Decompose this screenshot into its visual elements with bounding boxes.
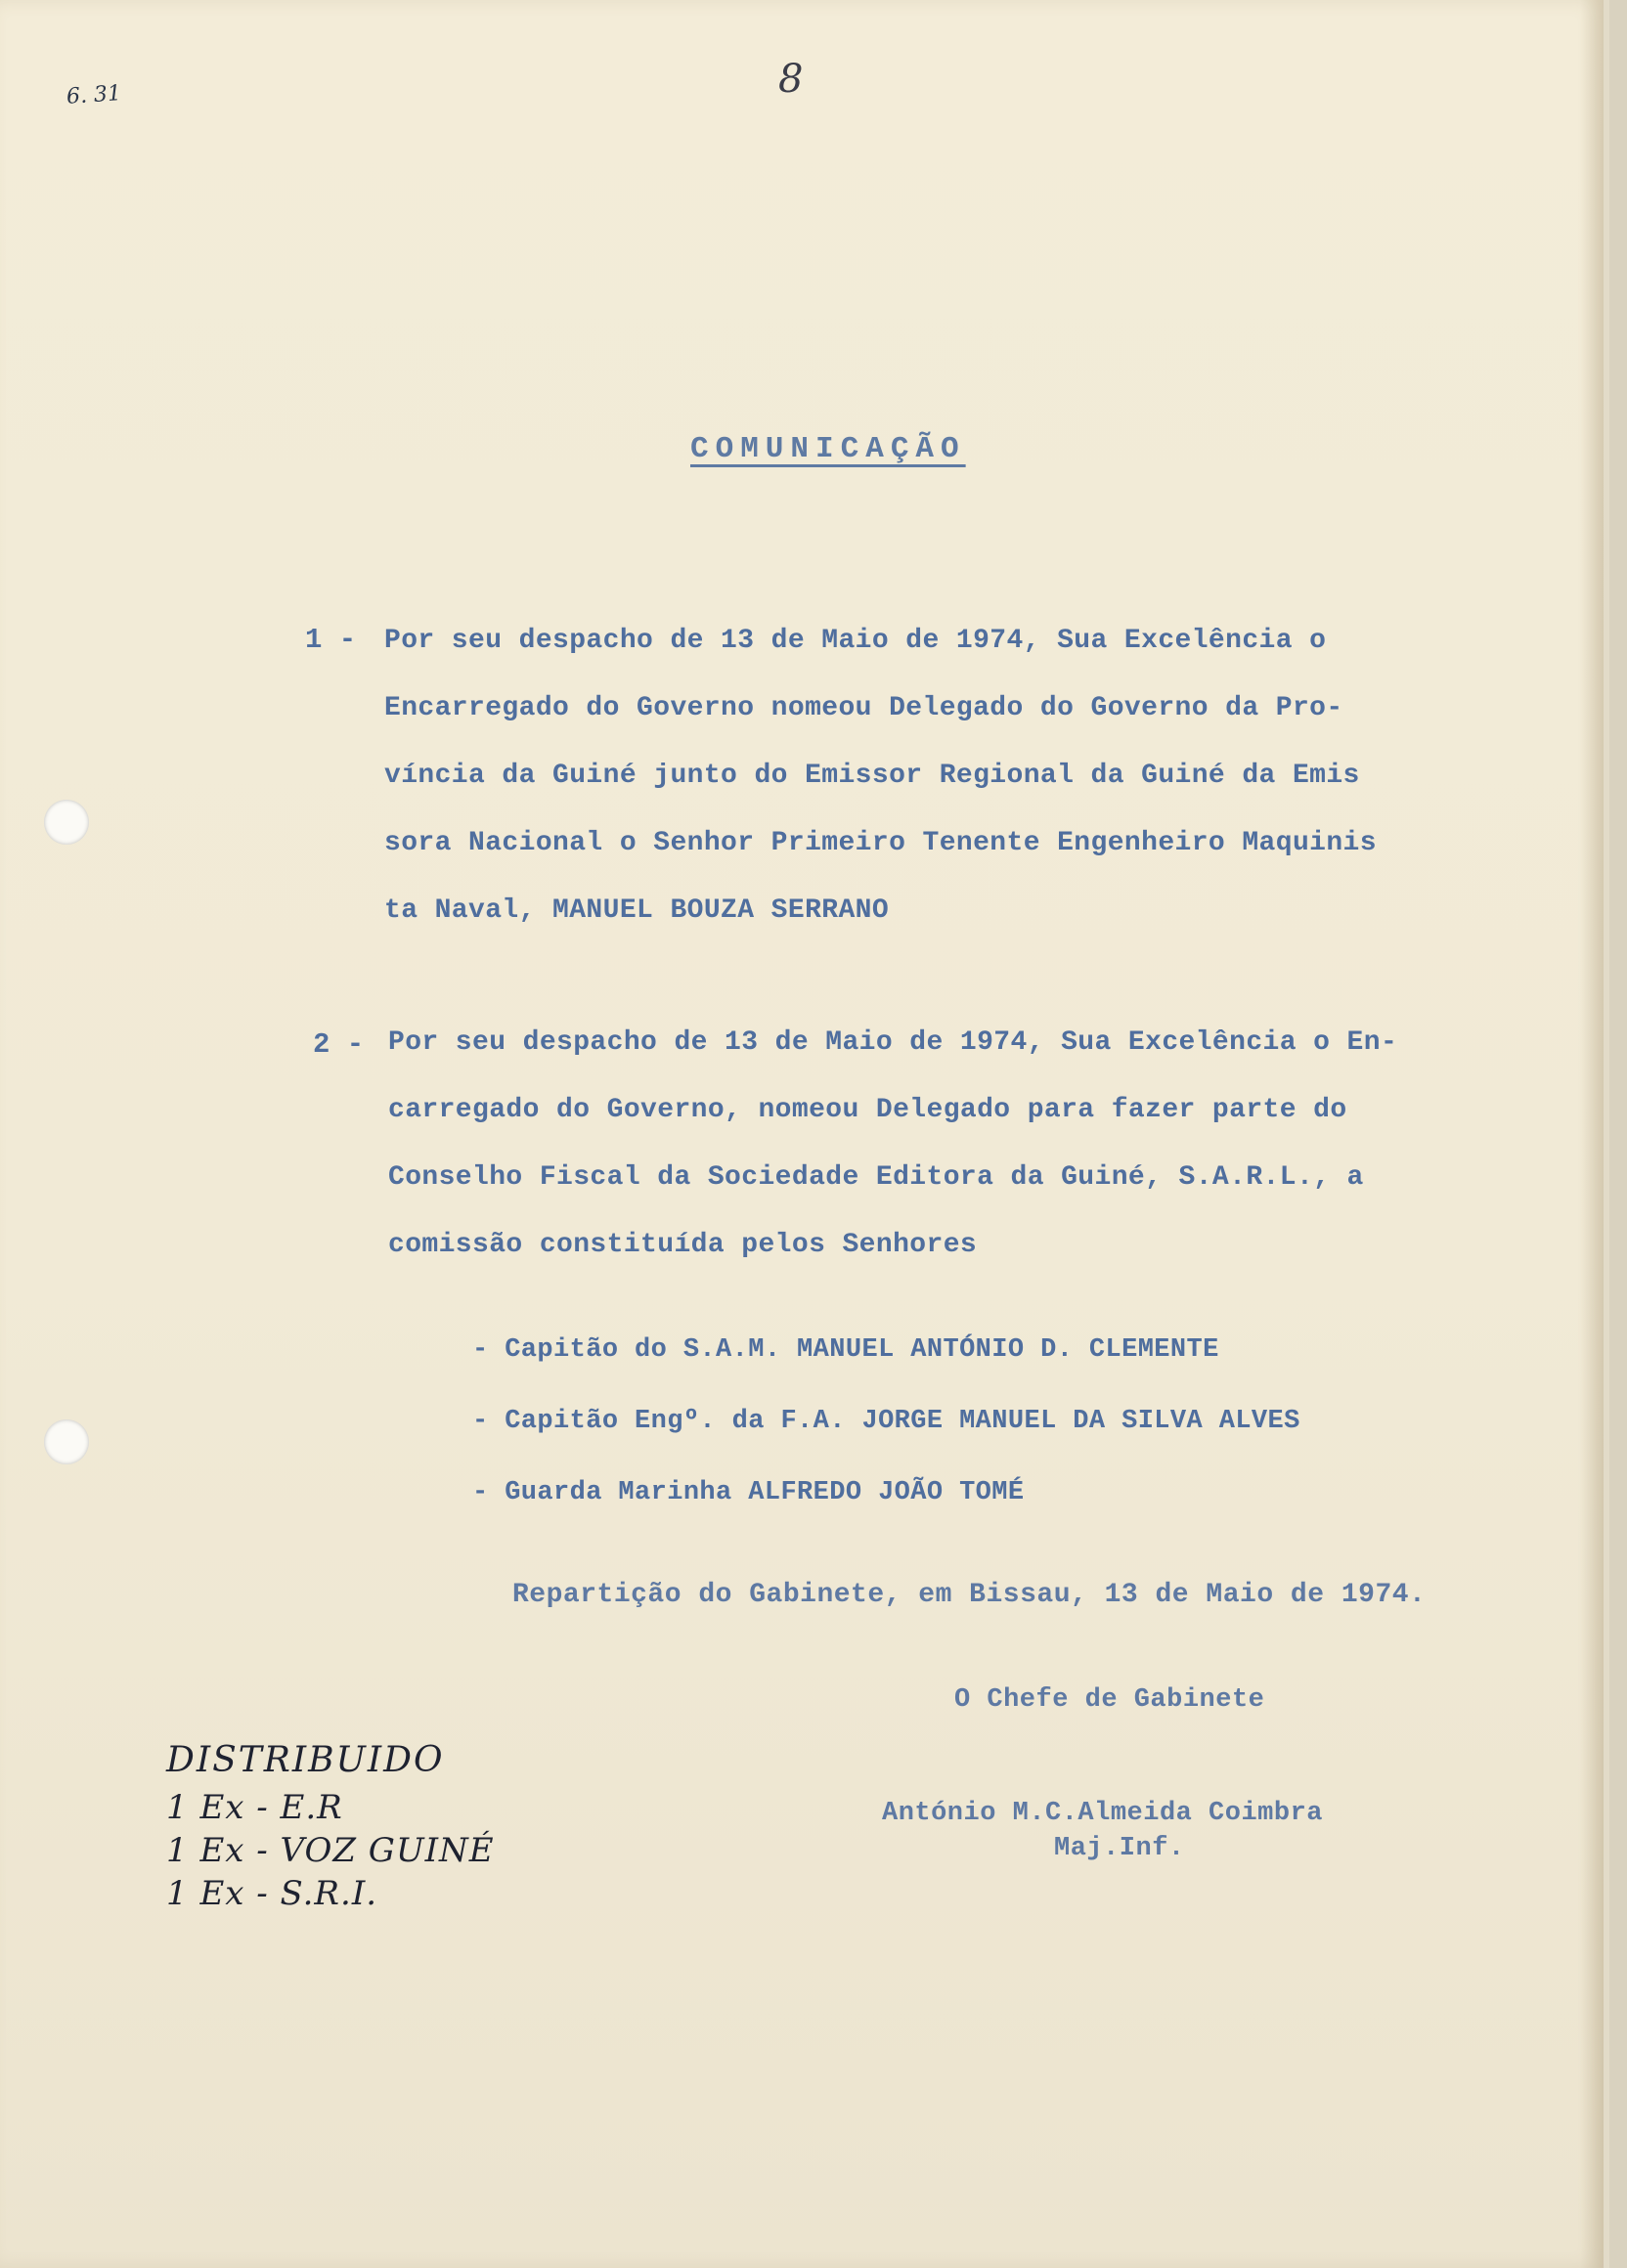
item-2-line: Por seu despacho de 13 de Maio de 1974, Sua Excelência o En- xyxy=(388,1027,1398,1058)
item-1-line: Encarregado do Governo nomeou Delegado do Governo da Pro- xyxy=(384,693,1343,723)
member-line: - Capitão do S.A.M. MANUEL ANTÓNIO D. CLEMENTE xyxy=(472,1335,1219,1365)
paper-edge-shadow xyxy=(1580,0,1604,2268)
item-2-text xyxy=(388,1009,1397,1279)
item-1-number: 1 - xyxy=(305,624,357,656)
page-number: 8 xyxy=(778,57,804,102)
signature-rank: Maj.Inf. xyxy=(1054,1834,1185,1863)
handwritten-line: 1 Ex - VOZ GUINÉ xyxy=(166,1831,495,1870)
item-1-line: víncia da Guiné junto do Emissor Regional da Guiné da Emis xyxy=(384,761,1360,791)
punch-hole-bottom xyxy=(44,1419,89,1464)
handwritten-heading: DISTRIBUIDO xyxy=(166,1740,445,1780)
corner-mark: 6. 31 xyxy=(66,81,122,109)
item-1-line: Por seu despacho de 13 de Maio de 1974, Sua Excelência o xyxy=(384,626,1327,656)
punch-hole-top xyxy=(44,800,89,845)
member-line: - Capitão Engº. da F.A. JORGE MANUEL DA SILVA ALVES xyxy=(472,1407,1300,1436)
item-1-line: sora Nacional o Senhor Primeiro Tenente Engenheiro Maquinis xyxy=(384,828,1377,858)
members-list xyxy=(472,1315,1300,1529)
handwritten-line: 1 Ex - E.R xyxy=(166,1788,343,1827)
member-line: - Guarda Marinha ALFREDO JOÃO TOMÉ xyxy=(472,1478,1025,1507)
item-2-line: comissão constituída pelos Senhores xyxy=(388,1230,978,1260)
item-2-number: 2 - xyxy=(313,1028,365,1061)
handwritten-line: 1 Ex - S.R.I. xyxy=(166,1874,378,1913)
item-1-line: ta Naval, MANUEL BOUZA SERRANO xyxy=(384,895,890,926)
item-2-line: Conselho Fiscal da Sociedade Editora da Guiné, S.A.R.L., a xyxy=(388,1162,1364,1193)
item-1-text xyxy=(384,607,1377,944)
item-2-line: carregado do Governo, nomeou Delegado para fazer parte do xyxy=(388,1095,1347,1125)
handwritten-distribution-note xyxy=(166,1739,495,1915)
signature-role: O Chefe de Gabinete xyxy=(954,1685,1265,1715)
document-title: COMUNICAÇÃO xyxy=(690,432,966,466)
place-date: Repartição do Gabinete, em Bissau, 13 de Maio de 1974. xyxy=(512,1580,1427,1610)
signature-name: António M.C.Almeida Coimbra xyxy=(882,1799,1323,1828)
